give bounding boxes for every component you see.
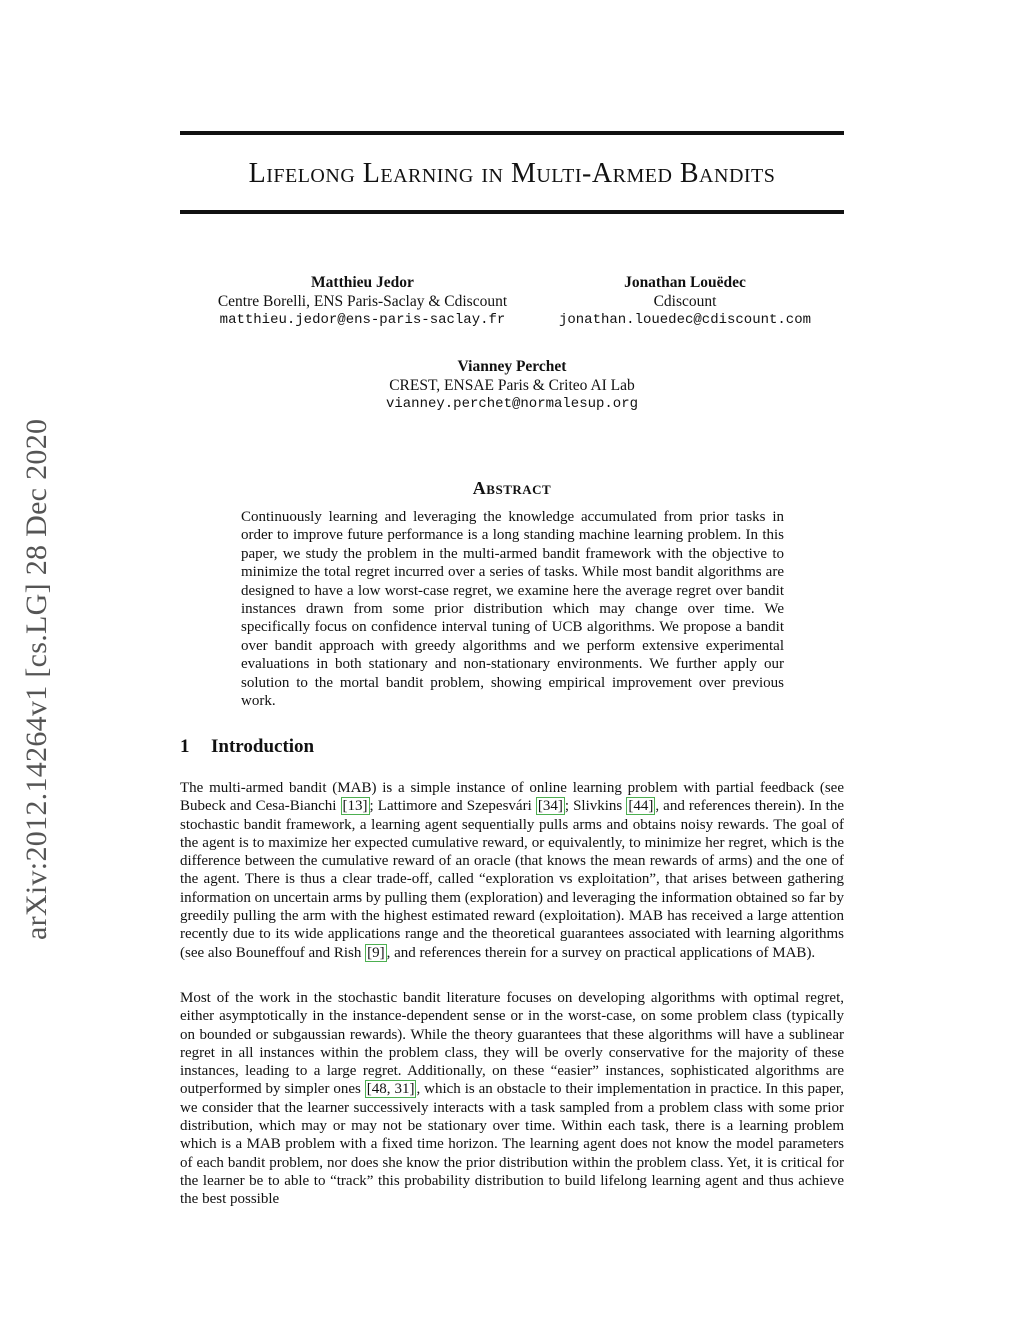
- citation-link[interactable]: [48, 31]: [366, 1081, 415, 1098]
- author-email[interactable]: matthieu.jedor@ens-paris-saclay.fr: [219, 312, 506, 328]
- title-rule-top: [180, 131, 844, 135]
- citation-link[interactable]: [44]: [628, 798, 654, 815]
- author-block-3: [312, 357, 712, 414]
- paragraph-text: ; Slivkins: [564, 798, 627, 815]
- paragraph-text: Most of the work in the stochastic bandit literature focuses on developing algorithms with optimal regret, either asymptotically in the instance-dependent sense or in the worst-case, on some problem class (typically on bounded or subgaussian rewards). While the theory guarantees that these algorithms will have a sublinear regret in all instances within the problem class, they will be overly conservative for the majority of these instances, leading to a large regret. Additionally, on these “easier” instances, sophisticated algorithms are outperformed by simpler ones: [180, 990, 844, 1098]
- paragraph-text: , and references therein for a survey on practical applications of MAB).: [386, 944, 816, 961]
- title-rule-bottom: [180, 210, 844, 214]
- section-title: Introduction: [211, 736, 315, 757]
- citation-link[interactable]: [9]: [367, 944, 385, 961]
- section-number: 1: [180, 736, 190, 757]
- intro-paragraph-1: [180, 779, 844, 962]
- section-heading: [180, 736, 314, 758]
- author-affiliation: Centre Borelli, ENS Paris-Saclay & Cdiscount: [217, 293, 508, 310]
- paragraph-text: , which is an obstacle to their implementation in practice. In this paper, we consider that the learner successively interacts with a task sampled from a problem class with some prior distribution, which may or may not be stationary over time. Within each task, there is a learning problem which is a MAB problem with a fixed time horizon. The learning agent does not know the model parameters of each bandit problem, nor does she know the prior distribution within the problem class. Yet, it is critical for the learner be to able to “track” this probability distribution to build lifelong learning agent and thus achieve the best possible: [180, 1081, 844, 1208]
- paragraph-text: The multi-armed bandit (MAB) is a simple instance of online learning problem with partial feedback (see Bubeck and Cesa-Bianchi: [180, 780, 844, 815]
- intro-paragraph-2: [180, 989, 844, 1209]
- arxiv-side-stamp: arXiv:2012.14264v1 [cs.LG] 28 Dec 2020: [20, 418, 53, 940]
- author-name: Jonathan Louëdec: [624, 274, 746, 291]
- paragraph-text: ; Lattimore and Szepesvári: [369, 798, 536, 815]
- abstract-text: Continuously learning and leveraging the knowledge accumulated from prior tasks in order to improve future performance is a long standing machine learning problem. In this paper, we study the problem in the multi-armed bandit framework with the objective to minimize the total regret incurred over a series of tasks. While most bandit algorithms are designed to have a low worst-case regret, we examine here the average regret over bandit instances drawn from some prior distribution which may change over time. We specifically focus on confidence interval tuning of UCB algorithms. We propose a bandit over bandit approach with greedy algorithms and we perform extensive experimental evaluations in both stationary and non-stationary environments. We further apply our solution to the mortal bandit problem, showing empirical improvement over previous work.: [241, 509, 784, 710]
- author-affiliation: CREST, ENSAE Paris & Criteo AI Lab: [389, 377, 635, 394]
- author-affiliation: Cdiscount: [653, 293, 717, 310]
- citation-link[interactable]: [34]: [537, 798, 563, 815]
- paragraph-text: , and references therein). In the stochastic bandit framework, a learning agent sequentially pulls arms and obtains noisy rewards. The goal of the agent is to maximize her expected cumulative reward, or equivalently, to minimize her regret, which is the difference between the cumulative reward of an oracle (that knows the mean rewards of arms) and the one of the agent. There is thus a clear trade-off, called “exploration vs exploitation”, that arises between gathering information on uncertain arms by pulling them (exploration) and leveraging the information obtained so far by greedily pulling the arm with the highest estimated reward (exploitation). MAB has received a large attention recently due to its wide applications range and the theoretical guarantees associated with learning algorithms (see also Bouneffouf and Rish: [180, 798, 844, 961]
- author-email[interactable]: jonathan.louedec@cdiscount.com: [558, 312, 812, 328]
- author-name: Matthieu Jedor: [311, 274, 414, 291]
- author-name: Vianney Perchet: [457, 358, 567, 375]
- author-block-2: [545, 273, 825, 330]
- paper-title: Lifelong Learning in Multi-Armed Bandits: [248, 158, 776, 189]
- author-email[interactable]: vianney.perchet@normalesup.org: [385, 396, 639, 412]
- author-block-1: [190, 273, 535, 330]
- abstract-heading: Abstract: [472, 478, 552, 498]
- citation-link[interactable]: [13]: [342, 798, 368, 815]
